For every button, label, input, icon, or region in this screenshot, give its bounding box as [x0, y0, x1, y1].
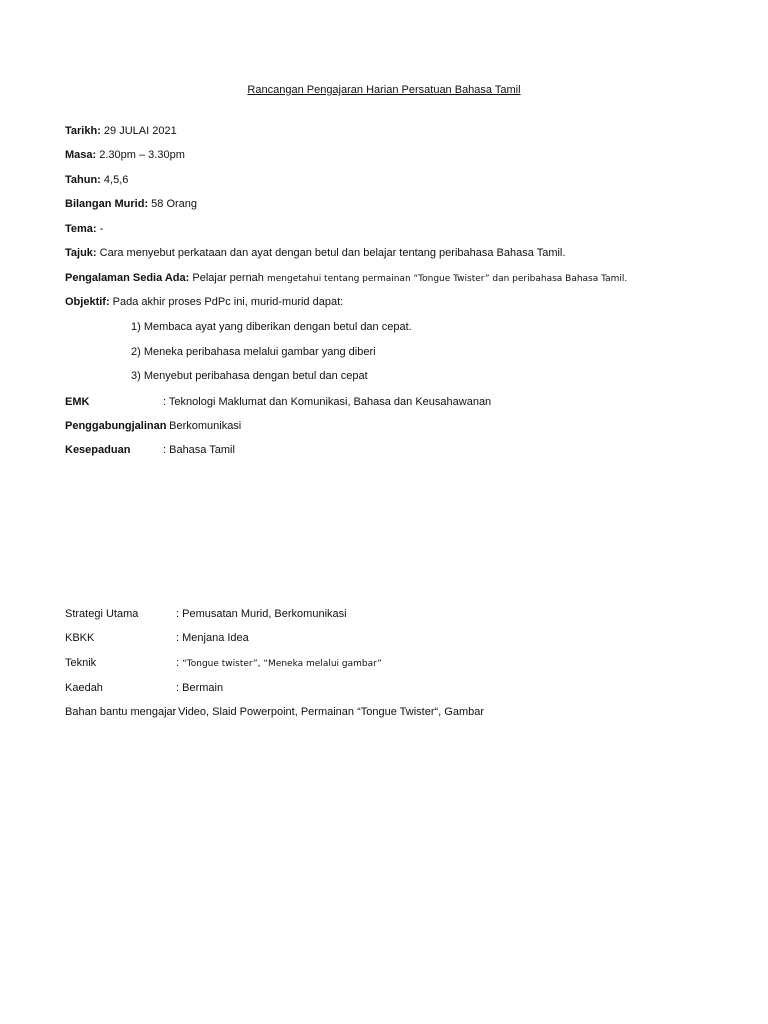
tema-row: [65, 223, 103, 235]
teknik-label: Teknik: [65, 657, 97, 669]
teknik-value-text: “Tongue twister”, “Meneka melalui gambar”: [182, 659, 382, 669]
pengalaman-row: [65, 272, 627, 284]
tarikh-row: [65, 125, 177, 137]
document-title: Rancangan Pengajaran Harian Persatuan Bahasa Tamil: [247, 84, 521, 96]
objective-item: 1) Membaca ayat yang diberikan dengan betul dan cepat.: [131, 321, 412, 333]
bilangan-value: 58 Orang: [148, 198, 198, 210]
tahun-row: [65, 174, 128, 186]
tarikh-label: Tarikh:: [65, 125, 101, 137]
emk-value: : Teknologi Maklumat dan Komunikasi, Bahasa dan Keusahawanan: [163, 396, 492, 408]
bilangan-label: Bilangan Murid:: [65, 198, 149, 210]
tema-value: -: [96, 223, 104, 235]
penggabungjalinan-label: Penggabungjalinan: [65, 420, 167, 432]
tajuk-row: [65, 247, 565, 259]
kaedah-label: Kaedah: [65, 682, 103, 694]
objektif-label: Objektif:: [65, 296, 110, 308]
kesepaduan-value: : Bahasa Tamil: [163, 444, 235, 456]
emk-label: EMK: [65, 396, 90, 408]
objective-item: 2) Meneka peribahasa melalui gambar yang diberi: [131, 346, 376, 358]
penggabungjalinan-value: : Berkomunikasi: [163, 420, 242, 432]
tarikh-value: 29 JULAI 2021: [100, 125, 177, 137]
objective-item: 3) Menyebut peribahasa dengan betul dan cepat: [131, 370, 368, 382]
tahun-value: 4,5,6: [100, 174, 129, 186]
tajuk-value: Cara menyebut perkataan dan ayat dengan betul dan belajar tentang peribahasa Bahasa Tamil.: [96, 247, 566, 259]
kbkk-value: : Menjana Idea: [176, 632, 249, 644]
masa-row: [65, 149, 185, 161]
bilangan-row: [65, 198, 197, 210]
masa-label: Masa:: [65, 149, 97, 161]
tema-label: Tema:: [65, 223, 97, 235]
bahan-label: Bahan bantu mengajar: [65, 706, 177, 718]
tahun-label: Tahun:: [65, 174, 101, 186]
teknik-value-prefix: :: [176, 657, 183, 669]
bahan-value: : Video, Slaid Powerpoint, Permainan “Tongue Twister“, Gambar: [172, 706, 485, 718]
masa-value: 2.30pm – 3.30pm: [96, 149, 185, 161]
pengalaman-label: Pengalaman Sedia Ada:: [65, 272, 190, 284]
objektif-row: [65, 296, 343, 308]
strategi-label: Strategi Utama: [65, 608, 139, 620]
kbkk-label: KBKK: [65, 632, 95, 644]
strategi-value: : Pemusatan Murid, Berkomunikasi: [176, 608, 347, 620]
objektif-value: Pada akhir proses PdPc ini, murid-murid dapat:: [109, 296, 344, 308]
pengalaman-value-b: mengetahui tentang permainan “Tongue Twister” dan peribahasa Bahasa Tamil.: [266, 274, 628, 284]
tajuk-label: Tajuk:: [65, 247, 97, 259]
pengalaman-value-a: Pelajar pernah: [189, 272, 267, 284]
teknik-value: [176, 657, 382, 669]
kesepaduan-label: Kesepaduan: [65, 444, 131, 456]
kaedah-value: : Bermain: [176, 682, 224, 694]
